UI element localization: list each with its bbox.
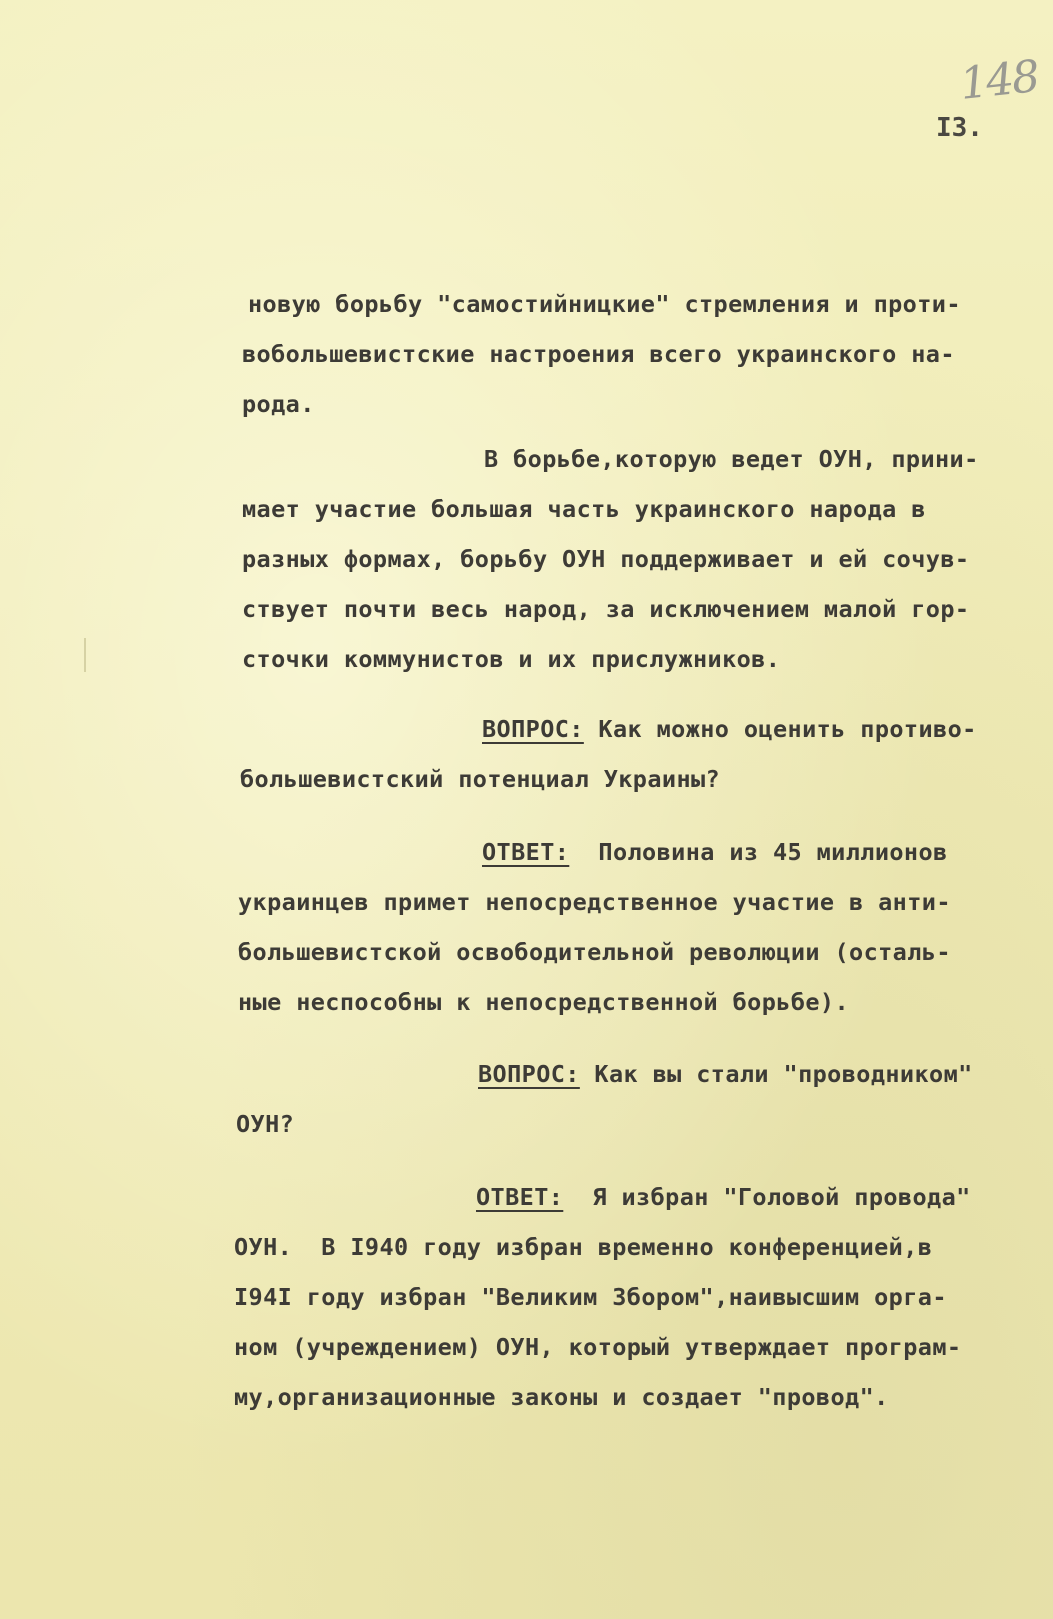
text-line-20: ном (учреждением) ОУН, который утверждает програм- <box>234 1333 962 1361</box>
text-line-10: большевистский потенциал Украины? <box>240 765 721 793</box>
question-line-1 <box>482 715 977 743</box>
text-line-4: В борьбе,которую ведет ОУН, прини- <box>484 445 979 473</box>
text-line-6: разных формах, борьбу ОУН поддерживает и ей сочув- <box>242 545 970 573</box>
question-text-2: Как вы стали "проводником" <box>594 1060 973 1088</box>
text-line-1: новую борьбу "самостийницкие" стремления и проти- <box>248 290 961 318</box>
answer-label: ОТВЕТ: <box>476 1183 564 1211</box>
answer-line-1 <box>482 838 948 866</box>
text-line-12: украинцев примет непосредственное участие в анти- <box>238 888 951 916</box>
typed-page-number: I3. <box>936 113 983 143</box>
text-line-21: му,организационные законы и создает "провод". <box>234 1383 889 1411</box>
text-line-5: мает участие большая часть украинского народа в <box>242 495 926 523</box>
answer-label: ОТВЕТ: <box>482 838 570 866</box>
answer-text-2: Я избран "Головой провода" <box>592 1183 971 1211</box>
answer-text-1: Половина из 45 миллионов <box>598 838 948 866</box>
handwritten-page-number: 148 <box>957 51 1041 110</box>
text-line-7: ствует почти весь народ, за исключением малой гор- <box>242 595 970 623</box>
text-line-3: рода. <box>242 390 315 418</box>
question-line-2 <box>478 1060 973 1088</box>
text-line-13: большевистской освободительной революции (осталь- <box>238 938 951 966</box>
text-line-2: вобольшевистские настроения всего украинского на- <box>242 340 955 368</box>
text-line-8: сточки коммунистов и их прислужников. <box>242 645 781 673</box>
text-line-18: ОУН. В I940 году избран временно конференцией,в <box>234 1233 933 1261</box>
question-text-1: Как можно оценить противо- <box>598 715 977 743</box>
text-line-14: ные неспособны к непосредственной борьбе). <box>238 988 850 1016</box>
question-label: ВОПРОС: <box>478 1060 580 1088</box>
text-line-16: ОУН? <box>236 1110 295 1138</box>
text-line-19: I94I году избран "Великим Збором",наивысшим орга- <box>234 1283 947 1311</box>
answer-line-2 <box>476 1183 971 1211</box>
margin-mark <box>84 638 86 672</box>
question-label: ВОПРОС: <box>482 715 584 743</box>
